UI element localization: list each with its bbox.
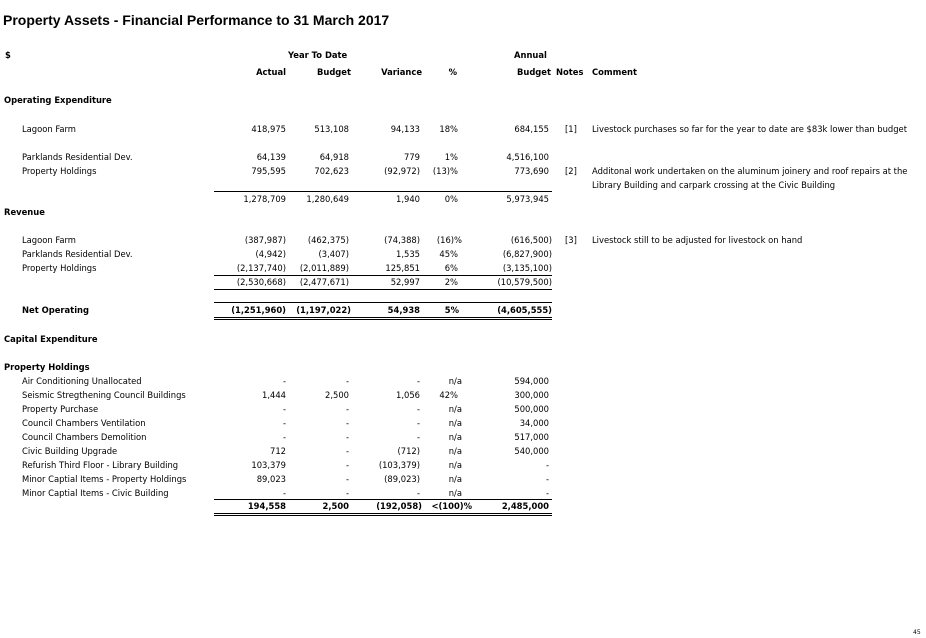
section-capex: Capital Expenditure (4, 334, 98, 344)
cell-budget: - (345, 474, 349, 484)
cell-note: [1] (565, 124, 577, 134)
row-label: Parklands Residential Dev. (22, 249, 133, 259)
row-label: Lagoon Farm (22, 235, 76, 245)
cell-annual: - (545, 460, 549, 470)
divider (214, 317, 552, 318)
cell-pct: 42% (439, 390, 458, 400)
cell-actual: 1,444 (262, 390, 286, 400)
cell-variance: (103,379) (378, 460, 420, 470)
total-budget: 1,280,649 (306, 194, 349, 204)
cell-budget: 64,918 (319, 152, 349, 162)
cell-variance: 779 (404, 152, 420, 162)
row-label: Minor Captial Items - Property Holdings (22, 474, 187, 484)
cell-comment-continued: Library Building and carpark crossing at the Civic Building (592, 180, 836, 190)
total-pct: 2% (444, 277, 458, 287)
cell-pct: n/a (448, 432, 462, 442)
cell-annual: 684,155 (514, 124, 549, 134)
notes-header: Notes (556, 67, 584, 77)
cell-variance: 1,056 (396, 390, 420, 400)
cell-annual: 517,000 (514, 432, 549, 442)
cell-annual: - (545, 474, 549, 484)
cell-pct: n/a (448, 376, 462, 386)
cell-annual: (3,135,100) (502, 263, 552, 273)
cell-actual: - (282, 376, 286, 386)
cell-variance: - (416, 418, 420, 428)
cell-actual: - (282, 418, 286, 428)
divider (214, 191, 552, 192)
ytd-header: Year To Date (288, 50, 348, 60)
total-variance: 52,997 (390, 277, 420, 287)
net-pct: 5% (444, 305, 459, 315)
total-actual: (2,530,668) (236, 277, 286, 287)
cell-budget: 702,623 (314, 166, 349, 176)
cell-variance: - (416, 404, 420, 414)
cell-variance: 94,133 (390, 124, 420, 134)
cell-note: [3] (565, 235, 577, 245)
divider (214, 319, 552, 320)
row-label: Council Chambers Ventilation (22, 418, 146, 428)
cell-budget: (2,011,889) (299, 263, 349, 273)
cell-budget: 2,500 (325, 390, 349, 400)
cell-pct: 1% (444, 152, 458, 162)
total-annual: (10,579,500) (497, 277, 552, 287)
cell-pct: n/a (448, 474, 462, 484)
variance-header: Variance (381, 67, 422, 77)
capex-total-actual: 194,558 (247, 501, 286, 511)
cell-actual: - (282, 404, 286, 414)
net-operating-label: Net Operating (22, 305, 90, 315)
row-label: Seismic Stregthening Council Buildings (22, 390, 186, 400)
cell-annual: - (545, 488, 549, 498)
cell-actual: 712 (270, 446, 286, 456)
cell-annual: 4,516,100 (506, 152, 549, 162)
cell-budget: 513,108 (314, 124, 349, 134)
cell-pct: n/a (448, 446, 462, 456)
cell-actual: (4,942) (255, 249, 286, 259)
row-label: Refurish Third Floor - Library Building (22, 460, 179, 470)
net-actual: (1,251,960) (231, 305, 286, 315)
cell-budget: - (345, 446, 349, 456)
cell-annual: 594,000 (514, 376, 549, 386)
divider (214, 275, 552, 276)
cell-pct: (13)% (432, 166, 458, 176)
net-annual: (4,605,555) (497, 305, 552, 315)
row-label: Property Purchase (22, 404, 99, 414)
cell-actual: 795,595 (251, 166, 286, 176)
net-budget: (1,197,022) (296, 305, 351, 315)
cell-annual: 34,000 (519, 418, 549, 428)
cell-variance: (89,023) (384, 474, 420, 484)
cell-variance: 1,535 (396, 249, 420, 259)
cell-variance: (92,972) (384, 166, 420, 176)
cell-actual: (387,987) (244, 235, 286, 245)
cell-comment: Livestock purchases so far for the year to date are $83k lower than budget (592, 124, 907, 134)
cell-annual: 300,000 (514, 390, 549, 400)
cell-actual: - (282, 432, 286, 442)
total-actual: 1,278,709 (243, 194, 286, 204)
net-variance: 54,938 (387, 305, 420, 315)
cell-variance: 125,851 (385, 263, 420, 273)
cell-variance: - (416, 432, 420, 442)
cell-budget: (3,407) (318, 249, 349, 259)
cell-pct: n/a (448, 460, 462, 470)
row-label: Property Holdings (22, 263, 97, 273)
page-number: 45 (913, 629, 921, 636)
cell-budget: - (345, 488, 349, 498)
row-label: Property Holdings (22, 166, 97, 176)
row-label: Air Conditioning Unallocated (22, 376, 142, 386)
cell-variance: (74,388) (384, 235, 420, 245)
row-label: Council Chambers Demolition (22, 432, 147, 442)
cell-pct: n/a (448, 418, 462, 428)
cell-budget: - (345, 404, 349, 414)
section-property-holdings: Property Holdings (4, 362, 90, 372)
comment-header: Comment (592, 67, 637, 77)
cell-annual: (616,500) (510, 235, 552, 245)
cell-annual: 500,000 (514, 404, 549, 414)
currency-header: $ (5, 50, 11, 60)
divider (214, 499, 552, 500)
capex-total-annual: 2,485,000 (501, 501, 549, 511)
divider (214, 513, 552, 514)
cell-comment: Livestock still to be adjusted for livestock on hand (592, 235, 803, 245)
annual-header: Annual (514, 50, 547, 60)
cell-comment: Additonal work undertaken on the aluminum joinery and roof repairs at the (592, 166, 908, 176)
cell-budget: - (345, 460, 349, 470)
cell-pct: 6% (444, 263, 458, 273)
page-title: Property Assets - Financial Performance to 31 March 2017 (3, 12, 390, 28)
capex-total-pct: <(100)% (431, 501, 472, 511)
divider (214, 515, 552, 516)
row-label: Civic Building Upgrade (22, 446, 118, 456)
actual-header: Actual (256, 67, 286, 77)
cell-variance: (712) (397, 446, 420, 456)
cell-actual: 89,023 (256, 474, 286, 484)
cell-annual: 540,000 (514, 446, 549, 456)
cell-annual: 773,690 (514, 166, 549, 176)
divider (214, 302, 552, 303)
cell-variance: - (416, 488, 420, 498)
cell-actual: (2,137,740) (236, 263, 286, 273)
section-opex: Operating Expenditure (4, 95, 112, 105)
cell-actual: - (282, 488, 286, 498)
total-budget: (2,477,671) (299, 277, 349, 287)
cell-pct: n/a (448, 404, 462, 414)
row-label: Parklands Residential Dev. (22, 152, 133, 162)
cell-actual: 64,139 (256, 152, 286, 162)
cell-actual: 103,379 (251, 460, 286, 470)
annual-budget-header: Budget (516, 67, 551, 77)
cell-pct: 45% (439, 249, 458, 259)
row-label: Lagoon Farm (22, 124, 76, 134)
cell-pct: n/a (448, 488, 462, 498)
capex-total-budget: 2,500 (322, 501, 349, 511)
divider (214, 289, 552, 290)
budget-header: Budget (316, 67, 351, 77)
cell-note: [2] (565, 166, 577, 176)
cell-annual: (6,827,900) (502, 249, 552, 259)
total-annual: 5,973,945 (506, 194, 549, 204)
row-label: Minor Captial Items - Civic Building (22, 488, 169, 498)
cell-actual: 418,975 (251, 124, 286, 134)
cell-budget: (462,375) (307, 235, 349, 245)
cell-budget: - (345, 418, 349, 428)
section-revenue: Revenue (4, 207, 45, 217)
cell-budget: - (345, 376, 349, 386)
cell-budget: - (345, 432, 349, 442)
capex-total-variance: (192,058) (376, 501, 422, 511)
cell-pct: (16)% (436, 235, 462, 245)
total-variance: 1,940 (396, 194, 420, 204)
total-pct: 0% (444, 194, 458, 204)
cell-pct: 18% (439, 124, 458, 134)
pct-header: % (448, 67, 457, 77)
cell-variance: - (416, 376, 420, 386)
